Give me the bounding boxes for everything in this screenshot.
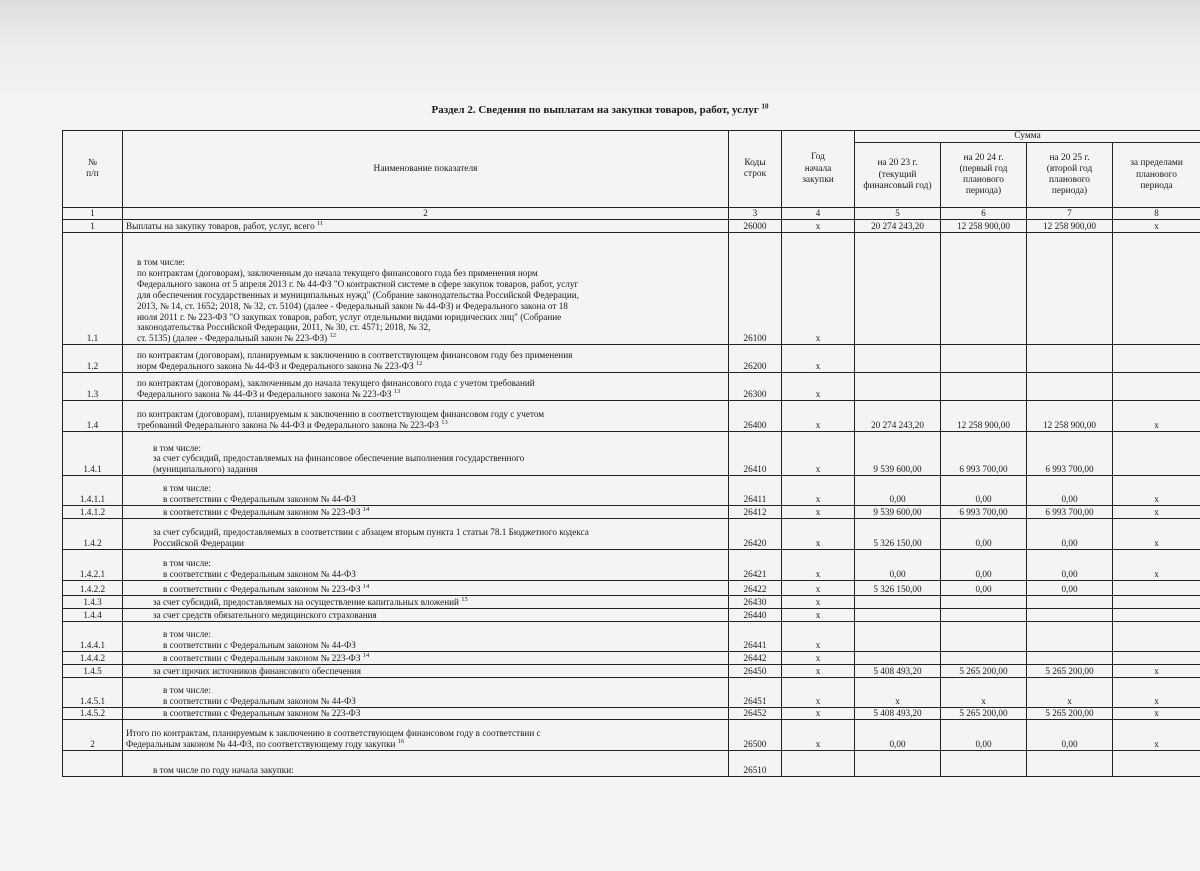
procurement-year: x xyxy=(782,652,855,665)
indicator-text: в том числе: за счет субсидий, предоставляемых на финансовое обеспечение выполнения государственного (муниципального) задания xyxy=(153,442,525,475)
indicator-text: за счет прочих источников финансового обеспечения xyxy=(153,666,361,677)
procurement-year: x xyxy=(782,550,855,581)
sum-first-plan-year xyxy=(941,622,1027,652)
sum-current-year: 20 274 243,20 xyxy=(855,220,941,233)
sum-beyond-plan: x xyxy=(1113,719,1200,750)
header-current-year: на 20 23 г. (текущий финансовый год) xyxy=(855,143,941,208)
indicator-text: за счет субсидий, предоставляемых в соответствии с абзацем вторым пункта 1 статьи 78.1 Бюджетного кодекса Российской Федерации xyxy=(153,527,589,549)
sum-current-year xyxy=(855,596,941,609)
sum-second-plan-year: 6 993 700,00 xyxy=(1027,506,1113,519)
indicator-name xyxy=(123,665,729,678)
sum-first-plan-year: x xyxy=(941,678,1027,708)
column-index: 5 xyxy=(855,208,941,220)
row-code: 26430 xyxy=(729,596,782,609)
sum-current-year xyxy=(855,622,941,652)
row-number: 1 xyxy=(63,220,123,233)
sum-second-plan-year: 0,00 xyxy=(1027,719,1113,750)
row-code: 26100 xyxy=(729,233,782,345)
sum-second-plan-year xyxy=(1027,233,1113,345)
indicator-name xyxy=(123,401,729,432)
table-row xyxy=(63,652,1200,665)
indicator-text: в соответствии с Федеральным законом № 223-ФЗ xyxy=(163,584,361,595)
sum-first-plan-year: 0,00 xyxy=(941,719,1027,750)
row-number: 1.4.4.2 xyxy=(63,652,123,665)
indicator-text: в том числе: по контрактам (договорам), заключенным до начала текущего финансового года без применения норм Федерального закона от 5 апреля 2013 г. № 44-ФЗ "О контрактной системе в сфере закупок товаров, работ, услуг для обеспечения государственных и муниципальных нужд" (Собрание законодательства Российской Федерации, 2013, № 14, ст. 1652; 2018, № 32, ст. 5104) (далее - Федеральный закон № 44-ФЗ) и Федерального закона от 18 июля 2011 г. № 223-ФЗ "О закупках товаров, работ, услуг отдельными видами юридических лиц" (Собрание законодательства Российской Федерации, 2011, № 30, ст. 4571; 2018, № 32, ст. 5135) (далее - Федеральный закон № 223-ФЗ) xyxy=(137,257,579,344)
procurement-year: x xyxy=(782,719,855,750)
indicator-text: за счет субсидий, предоставляемых на осуществление капитальных вложений xyxy=(153,597,459,608)
sum-beyond-plan: x xyxy=(1113,519,1200,550)
footnote-ref: 16 xyxy=(397,738,405,746)
indicator-name xyxy=(123,622,729,652)
row-code: 26451 xyxy=(729,678,782,708)
row-code: 26440 xyxy=(729,609,782,622)
payments-table xyxy=(62,130,1200,777)
table-row xyxy=(63,750,1200,776)
header-first-plan-year: на 20 24 г. (первый год планового периода) xyxy=(941,143,1027,208)
column-index: 6 xyxy=(941,208,1027,220)
footnote-ref: 12 xyxy=(329,332,336,340)
sum-beyond-plan xyxy=(1113,750,1200,776)
footnote-ref: 14 xyxy=(362,506,370,514)
sum-first-plan-year xyxy=(941,609,1027,622)
row-number: 1.4.1.1 xyxy=(63,476,123,506)
column-index: 4 xyxy=(782,208,855,220)
indicator-text: Итого по контрактам, планируемым к заключению в соответствующем финансовом году в соответствии с Федеральным законом № 44-ФЗ, по соответствующему году закупки xyxy=(126,728,541,750)
sum-second-plan-year: 0,00 xyxy=(1027,476,1113,506)
row-code: 26400 xyxy=(729,401,782,432)
sum-first-plan-year: 5 265 200,00 xyxy=(941,708,1027,720)
procurement-year: x xyxy=(782,708,855,720)
section-title: Раздел 2. Сведения по выплатам на закупки товаров, работ, услуг $^{10}$ xyxy=(431,102,769,116)
indicator-text: в том числе: в соответствии с Федеральным законом № 44-ФЗ xyxy=(163,558,356,580)
procurement-year: x xyxy=(782,622,855,652)
indicator-text: Выплаты на закупку товаров, работ, услуг, всего xyxy=(126,221,315,232)
column-index: 2 xyxy=(123,208,729,220)
sum-second-plan-year xyxy=(1027,750,1113,776)
table-row xyxy=(63,581,1200,596)
row-number: 1.3 xyxy=(63,373,123,401)
indicator-text: в соответствии с Федеральным законом № 223-ФЗ xyxy=(163,708,361,719)
indicator-name xyxy=(123,581,729,596)
row-code: 26420 xyxy=(729,519,782,550)
sum-beyond-plan: x xyxy=(1113,550,1200,581)
table-row xyxy=(63,550,1200,581)
procurement-year: x xyxy=(782,345,855,373)
indicator-name xyxy=(123,596,729,609)
indicator-name xyxy=(123,652,729,665)
scan-background xyxy=(0,0,1200,100)
sum-first-plan-year xyxy=(941,345,1027,373)
sum-current-year xyxy=(855,233,941,345)
sum-second-plan-year: 0,00 xyxy=(1027,550,1113,581)
row-code: 26450 xyxy=(729,665,782,678)
sum-beyond-plan xyxy=(1113,622,1200,652)
procurement-year: x xyxy=(782,373,855,401)
sum-first-plan-year: 0,00 xyxy=(941,581,1027,596)
procurement-year: x xyxy=(782,678,855,708)
procurement-year: x xyxy=(782,476,855,506)
indicator-name xyxy=(123,432,729,476)
procurement-year: x xyxy=(782,220,855,233)
row-code: 26000 xyxy=(729,220,782,233)
indicator-text: в том числе: в соответствии с Федеральным законом № 44-ФЗ xyxy=(163,685,356,707)
sum-second-plan-year: 5 265 200,00 xyxy=(1027,665,1113,678)
table-row xyxy=(63,233,1200,345)
sum-beyond-plan: x xyxy=(1113,506,1200,519)
sum-current-year: 9 539 600,00 xyxy=(855,506,941,519)
table-row xyxy=(63,476,1200,506)
sum-current-year: 9 539 600,00 xyxy=(855,432,941,476)
sum-first-plan-year: 0,00 xyxy=(941,519,1027,550)
row-number: 1.4.2.2 xyxy=(63,581,123,596)
footnote-ref: 13 xyxy=(441,419,448,427)
indicator-name xyxy=(123,233,729,345)
table-row xyxy=(63,665,1200,678)
sum-second-plan-year xyxy=(1027,622,1113,652)
procurement-year xyxy=(782,750,855,776)
header-beyond-plan: за пределами планового периода xyxy=(1113,143,1200,208)
footnote-ref: 14 xyxy=(362,652,370,660)
column-index: 1 xyxy=(63,208,123,220)
procurement-year: x xyxy=(782,432,855,476)
table-row xyxy=(63,609,1200,622)
sum-beyond-plan xyxy=(1113,345,1200,373)
sum-current-year xyxy=(855,609,941,622)
sum-second-plan-year: 0,00 xyxy=(1027,581,1113,596)
sum-first-plan-year: 6 993 700,00 xyxy=(941,432,1027,476)
indicator-text: в том числе: в соответствии с Федеральным законом № 44-ФЗ xyxy=(163,629,356,651)
sum-beyond-plan xyxy=(1113,373,1200,401)
sum-first-plan-year xyxy=(941,652,1027,665)
row-number: 1.4.1.2 xyxy=(63,506,123,519)
row-code: 26410 xyxy=(729,432,782,476)
row-code: 26500 xyxy=(729,719,782,750)
row-number: 1.4.2.1 xyxy=(63,550,123,581)
indicator-text: в том числе по году начала закупки: xyxy=(153,765,294,776)
sum-second-plan-year: 5 265 200,00 xyxy=(1027,708,1113,720)
sum-second-plan-year xyxy=(1027,596,1113,609)
row-code: 26411 xyxy=(729,476,782,506)
indicator-name xyxy=(123,550,729,581)
sum-first-plan-year: 6 993 700,00 xyxy=(941,506,1027,519)
sum-beyond-plan: x xyxy=(1113,665,1200,678)
header-name: Наименование показателя xyxy=(123,131,729,208)
sum-current-year: 0,00 xyxy=(855,719,941,750)
sum-first-plan-year: 0,00 xyxy=(941,550,1027,581)
procurement-year: x xyxy=(782,596,855,609)
row-number: 1.4.4.1 xyxy=(63,622,123,652)
row-number: 1.4.1 xyxy=(63,432,123,476)
indicator-text: в соответствии с Федеральным законом № 223-ФЗ xyxy=(163,653,361,664)
procurement-year: x xyxy=(782,609,855,622)
sum-current-year: 0,00 xyxy=(855,550,941,581)
header-sum: Сумма xyxy=(855,131,1200,143)
sum-first-plan-year: 12 258 900,00 xyxy=(941,401,1027,432)
sum-beyond-plan xyxy=(1113,432,1200,476)
sum-current-year: 5 408 493,20 xyxy=(855,708,941,720)
sum-beyond-plan: x xyxy=(1113,708,1200,720)
sum-second-plan-year xyxy=(1027,373,1113,401)
sum-second-plan-year: 6 993 700,00 xyxy=(1027,432,1113,476)
table-row xyxy=(63,519,1200,550)
table-row xyxy=(63,401,1200,432)
indicator-name xyxy=(123,476,729,506)
row-number: 2 xyxy=(63,719,123,750)
procurement-year: x xyxy=(782,519,855,550)
sum-current-year xyxy=(855,652,941,665)
table-row xyxy=(63,373,1200,401)
row-number: 1.4 xyxy=(63,401,123,432)
table-row xyxy=(63,432,1200,476)
sum-beyond-plan xyxy=(1113,652,1200,665)
sum-first-plan-year xyxy=(941,373,1027,401)
sum-beyond-plan: x xyxy=(1113,476,1200,506)
row-code: 26441 xyxy=(729,622,782,652)
sum-first-plan-year: 5 265 200,00 xyxy=(941,665,1027,678)
sum-second-plan-year xyxy=(1027,652,1113,665)
sum-first-plan-year xyxy=(941,750,1027,776)
indicator-name xyxy=(123,609,729,622)
row-number: 1.1 xyxy=(63,233,123,345)
sum-beyond-plan: x xyxy=(1113,220,1200,233)
row-code: 26422 xyxy=(729,581,782,596)
table-row xyxy=(63,596,1200,609)
procurement-year: x xyxy=(782,665,855,678)
table-row xyxy=(63,708,1200,720)
column-index: 3 xyxy=(729,208,782,220)
row-code: 26510 xyxy=(729,750,782,776)
column-index: 8 xyxy=(1113,208,1200,220)
sum-beyond-plan: x xyxy=(1113,401,1200,432)
sum-second-plan-year: 12 258 900,00 xyxy=(1027,220,1113,233)
row-code: 26442 xyxy=(729,652,782,665)
indicator-name xyxy=(123,506,729,519)
procurement-year: x xyxy=(782,581,855,596)
footnote-ref: 11 xyxy=(317,220,324,228)
row-number: 1.4.5.1 xyxy=(63,678,123,708)
footnote-ref: 13 xyxy=(393,388,401,396)
sum-first-plan-year xyxy=(941,233,1027,345)
table-row xyxy=(63,678,1200,708)
sum-first-plan-year xyxy=(941,596,1027,609)
row-number: 1.4.4 xyxy=(63,609,123,622)
table-row xyxy=(63,622,1200,652)
procurement-year: x xyxy=(782,233,855,345)
table-row xyxy=(63,506,1200,519)
indicator-name xyxy=(123,708,729,720)
sum-beyond-plan xyxy=(1113,233,1200,345)
footnote-ref: 14 xyxy=(362,583,370,591)
row-code: 26452 xyxy=(729,708,782,720)
row-code: 26412 xyxy=(729,506,782,519)
sum-second-plan-year xyxy=(1027,609,1113,622)
sum-first-plan-year: 0,00 xyxy=(941,476,1027,506)
sum-current-year: x xyxy=(855,678,941,708)
sum-current-year xyxy=(855,345,941,373)
indicator-name xyxy=(123,750,729,776)
sum-current-year: 0,00 xyxy=(855,476,941,506)
row-number: 1.4.5.2 xyxy=(63,708,123,720)
row-code: 26200 xyxy=(729,345,782,373)
table-row xyxy=(63,345,1200,373)
indicator-name xyxy=(123,345,729,373)
indicator-text: в соответствии с Федеральным законом № 223-ФЗ xyxy=(163,507,361,518)
row-number: 1.4.5 xyxy=(63,665,123,678)
sum-beyond-plan xyxy=(1113,596,1200,609)
column-index: 7 xyxy=(1027,208,1113,220)
row-code: 26421 xyxy=(729,550,782,581)
header-year: Год начала закупки xyxy=(782,131,855,208)
row-number: 1.2 xyxy=(63,345,123,373)
indicator-text: по контрактам (договорам), заключенным до начала текущего финансового года с учетом требований Федерального закона № 44-ФЗ и Федерального закона № 223-ФЗ xyxy=(137,378,535,400)
table-body xyxy=(63,220,1200,777)
row-number: 1.4.3 xyxy=(63,596,123,609)
indicator-name xyxy=(123,373,729,401)
row-code: 26300 xyxy=(729,373,782,401)
footnote-ref: 12 xyxy=(415,360,423,368)
sum-second-plan-year: 12 258 900,00 xyxy=(1027,401,1113,432)
sum-beyond-plan xyxy=(1113,609,1200,622)
indicator-text: за счет средств обязательного медицинского страхования xyxy=(153,610,377,621)
sum-second-plan-year: 0,00 xyxy=(1027,519,1113,550)
sum-beyond-plan xyxy=(1113,581,1200,596)
sum-second-plan-year: x xyxy=(1027,678,1113,708)
sum-current-year: 5 326 150,00 xyxy=(855,519,941,550)
sum-current-year: 5 408 493,20 xyxy=(855,665,941,678)
indicator-name xyxy=(123,519,729,550)
header-second-plan-year: на 20 25 г. (второй год планового периода) xyxy=(1027,143,1113,208)
sum-current-year: 5 326 150,00 xyxy=(855,581,941,596)
procurement-year: x xyxy=(782,401,855,432)
sum-current-year xyxy=(855,750,941,776)
row-number xyxy=(63,750,123,776)
sum-current-year: 20 274 243,20 xyxy=(855,401,941,432)
header-num: № п/п xyxy=(63,131,123,208)
sum-second-plan-year xyxy=(1027,345,1113,373)
sum-first-plan-year: 12 258 900,00 xyxy=(941,220,1027,233)
sum-current-year xyxy=(855,373,941,401)
header-code: Коды строк xyxy=(729,131,782,208)
table-row xyxy=(63,220,1200,233)
indicator-text: по контрактам (договорам), планируемым к заключению в соответствующем финансовом году с учетом требований Федерального закона № 44-ФЗ и Федерального закона № 223-ФЗ xyxy=(137,409,545,431)
table-row xyxy=(63,719,1200,750)
indicator-name xyxy=(123,678,729,708)
indicator-name xyxy=(123,719,729,750)
indicator-text: в том числе: в соответствии с Федеральным законом № 44-ФЗ xyxy=(163,483,356,505)
sum-beyond-plan: x xyxy=(1113,678,1200,708)
column-index-row xyxy=(63,208,1200,220)
footnote-ref: 15 xyxy=(461,596,468,604)
procurement-year: x xyxy=(782,506,855,519)
indicator-text: по контрактам (договорам), планируемым к заключению в соответствующем финансовом году без применения норм Федерального закона № 44-ФЗ и Федерального закона № 223-ФЗ xyxy=(137,350,573,372)
indicator-name xyxy=(123,220,729,233)
row-number: 1.4.2 xyxy=(63,519,123,550)
